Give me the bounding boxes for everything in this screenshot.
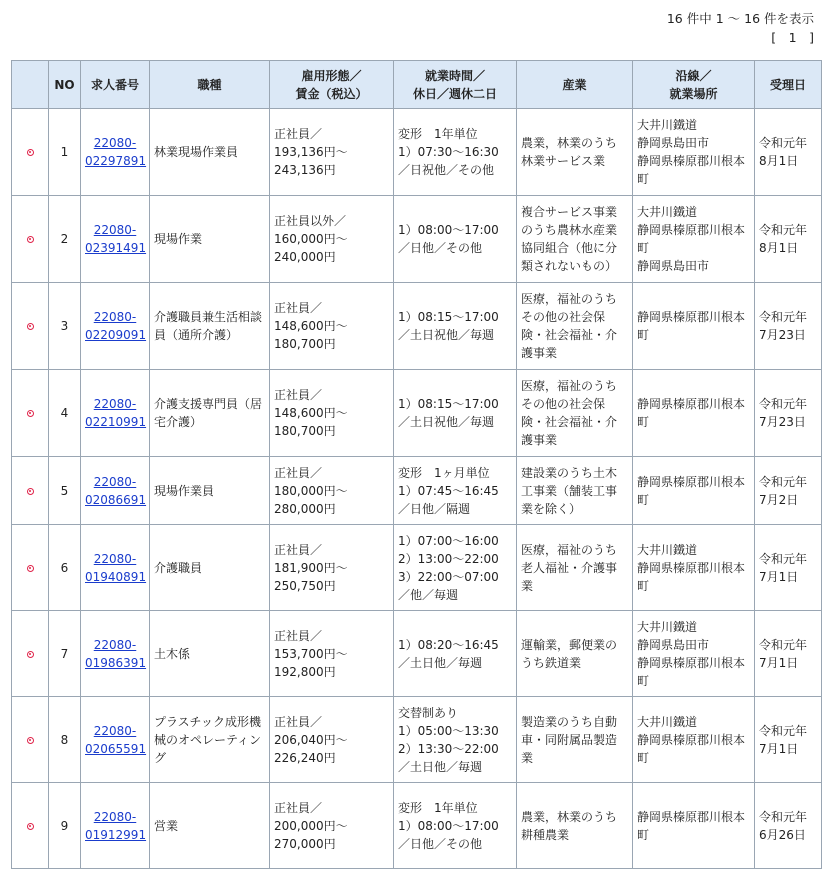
occupation: 営業 bbox=[150, 783, 270, 869]
table-row bbox=[12, 783, 822, 869]
row-mark-cell bbox=[12, 611, 49, 697]
hours-holidays: 交替制あり 1）05:00～13:30 2）13:30～22:00 ／土日他／毎週 bbox=[394, 697, 517, 783]
row-number: 4 bbox=[49, 370, 81, 457]
table-row bbox=[12, 196, 822, 283]
received-date: 令和元年 7月23日 bbox=[755, 370, 822, 457]
new-mark-icon bbox=[27, 410, 34, 417]
industry: 複合サービス事業 のうち農林水産業 協同組合（他に分 類されないもの） bbox=[517, 196, 633, 283]
row-mark-cell bbox=[12, 457, 49, 525]
line-location: 静岡県榛原郡川根本 町 bbox=[633, 457, 755, 525]
hours-holidays: 1）08:15～17:00 ／土日祝他／毎週 bbox=[394, 283, 517, 370]
pagination bbox=[667, 28, 814, 47]
received-date: 令和元年 7月1日 bbox=[755, 697, 822, 783]
employment-wage: 正社員／ 153,700円～ 192,800円 bbox=[270, 611, 394, 697]
header-received-date: 受理日 bbox=[755, 61, 822, 109]
employment-wage: 正社員／ 206,040円～ 226,240円 bbox=[270, 697, 394, 783]
received-date: 令和元年 7月1日 bbox=[755, 611, 822, 697]
line-location: 大井川鐵道 静岡県榛原郡川根本 町 bbox=[633, 697, 755, 783]
received-date: 令和元年 7月1日 bbox=[755, 525, 822, 611]
table-row bbox=[12, 611, 822, 697]
new-mark-icon bbox=[27, 488, 34, 495]
header-mark bbox=[12, 61, 49, 109]
new-mark-icon bbox=[27, 323, 34, 330]
job-number-link[interactable]: 22080- 02065591 bbox=[85, 723, 147, 756]
employment-wage: 正社員／ 148,600円～ 180,700円 bbox=[270, 283, 394, 370]
header-job-number: 求人番号 bbox=[81, 61, 150, 109]
occupation: プラスチック成形機 械のオペレーティン グ bbox=[150, 697, 270, 783]
line-location: 静岡県榛原郡川根本 町 bbox=[633, 370, 755, 457]
job-number-cell bbox=[81, 611, 150, 697]
industry: 農業，林業のうち 耕種農業 bbox=[517, 783, 633, 869]
hours-holidays: 変形 1ヶ月単位 1）07:45～16:45 ／日他／隔週 bbox=[394, 457, 517, 525]
row-number: 5 bbox=[49, 457, 81, 525]
job-number-cell bbox=[81, 283, 150, 370]
job-number-link[interactable]: 22080- 02391491 bbox=[85, 223, 147, 255]
job-number-link[interactable]: 22080- 02297891 bbox=[85, 136, 147, 168]
row-number: 2 bbox=[49, 196, 81, 283]
header-hours-holidays: 就業時間／ 休日／週休二日 bbox=[394, 61, 517, 109]
job-number-cell bbox=[81, 370, 150, 457]
header-industry: 産業 bbox=[517, 61, 633, 109]
employment-wage: 正社員以外／ 160,000円～ 240,000円 bbox=[270, 196, 394, 283]
row-mark-cell bbox=[12, 370, 49, 457]
job-number-link[interactable]: 22080- 01986391 bbox=[85, 637, 147, 670]
header-line-location: 沿線／ 就業場所 bbox=[633, 61, 755, 109]
row-mark-cell bbox=[12, 283, 49, 370]
employment-wage: 正社員／ 193,136円～ 243,136円 bbox=[270, 109, 394, 196]
row-mark-cell bbox=[12, 525, 49, 611]
table-row bbox=[12, 283, 822, 370]
row-mark-cell bbox=[12, 697, 49, 783]
received-date: 令和元年 8月1日 bbox=[755, 196, 822, 283]
industry: 医療，福祉のうち その他の社会保 険・社会福祉・介 護事業 bbox=[517, 370, 633, 457]
employment-wage: 正社員／ 148,600円～ 180,700円 bbox=[270, 370, 394, 457]
job-number-link[interactable]: 22080- 02209091 bbox=[85, 310, 147, 342]
header-employment-wage: 雇用形態／ 賃金（税込） bbox=[270, 61, 394, 109]
hours-holidays: 変形 1年単位 1）08:00～17:00 ／日他／その他 bbox=[394, 783, 517, 869]
table-header-row bbox=[12, 61, 822, 109]
job-number-cell bbox=[81, 196, 150, 283]
row-mark-cell bbox=[12, 783, 49, 869]
occupation: 林業現場作業員 bbox=[150, 109, 270, 196]
job-number-link[interactable]: 22080- 02210991 bbox=[85, 397, 147, 429]
row-mark-cell bbox=[12, 196, 49, 283]
industry: 建設業のうち土木 工事業（舗装工事 業を除く） bbox=[517, 457, 633, 525]
hours-holidays: 変形 1年単位 1）07:30～16:30 ／日祝他／その他 bbox=[394, 109, 517, 196]
line-location: 大井川鐵道 静岡県島田市 静岡県榛原郡川根本 町 bbox=[633, 611, 755, 697]
job-number-link[interactable]: 22080- 02086691 bbox=[85, 474, 147, 507]
line-location: 静岡県榛原郡川根本 町 bbox=[633, 783, 755, 869]
received-date: 令和元年 7月23日 bbox=[755, 283, 822, 370]
page-1-link[interactable]: [ 1 ] bbox=[771, 30, 814, 45]
industry: 医療，福祉のうち その他の社会保 険・社会福祉・介 護事業 bbox=[517, 283, 633, 370]
occupation: 介護職員 bbox=[150, 525, 270, 611]
row-mark-cell bbox=[12, 109, 49, 196]
industry: 農業，林業のうち 林業サービス業 bbox=[517, 109, 633, 196]
received-date: 令和元年 7月2日 bbox=[755, 457, 822, 525]
row-number: 1 bbox=[49, 109, 81, 196]
job-number-link[interactable]: 22080- 01912991 bbox=[85, 809, 147, 842]
line-location: 静岡県榛原郡川根本 町 bbox=[633, 283, 755, 370]
hours-holidays: 1）08:00～17:00 ／日他／その他 bbox=[394, 196, 517, 283]
row-number: 9 bbox=[49, 783, 81, 869]
received-date: 令和元年 6月26日 bbox=[755, 783, 822, 869]
job-number-cell bbox=[81, 783, 150, 869]
new-mark-icon bbox=[27, 823, 34, 830]
received-date: 令和元年 8月1日 bbox=[755, 109, 822, 196]
header-occupation: 職種 bbox=[150, 61, 270, 109]
job-results-table bbox=[11, 60, 822, 869]
result-count: 16 件中 1 ～ 16 件を表示 bbox=[666, 11, 814, 26]
row-number: 3 bbox=[49, 283, 81, 370]
industry: 製造業のうち自動 車・同附属品製造 業 bbox=[517, 697, 633, 783]
line-location: 大井川鐵道 静岡県榛原郡川根本 町 静岡県島田市 bbox=[633, 196, 755, 283]
industry: 運輸業，郵便業の うち鉄道業 bbox=[517, 611, 633, 697]
occupation: 現場作業 bbox=[150, 196, 270, 283]
hours-holidays: 1）07:00～16:00 2）13:00～22:00 3）22:00～07:00 ／他／毎週 bbox=[394, 525, 517, 611]
job-number-cell bbox=[81, 525, 150, 611]
occupation: 介護職員兼生活相談 員（通所介護） bbox=[150, 283, 270, 370]
occupation: 土木係 bbox=[150, 611, 270, 697]
row-number: 8 bbox=[49, 697, 81, 783]
table-row bbox=[12, 457, 822, 525]
employment-wage: 正社員／ 180,000円～ 280,000円 bbox=[270, 457, 394, 525]
line-location: 大井川鐵道 静岡県榛原郡川根本 町 bbox=[633, 525, 755, 611]
new-mark-icon bbox=[27, 565, 34, 572]
industry: 医療，福祉のうち 老人福祉・介護事 業 bbox=[517, 525, 633, 611]
row-number: 6 bbox=[49, 525, 81, 611]
occupation: 介護支援専門員（居 宅介護） bbox=[150, 370, 270, 457]
result-summary bbox=[667, 9, 814, 47]
table-row bbox=[12, 525, 822, 611]
hours-holidays: 1）08:20～16:45 ／土日他／毎週 bbox=[394, 611, 517, 697]
table-row bbox=[12, 697, 822, 783]
new-mark-icon bbox=[27, 236, 34, 243]
occupation: 現場作業員 bbox=[150, 457, 270, 525]
line-location: 大井川鐵道 静岡県島田市 静岡県榛原郡川根本 町 bbox=[633, 109, 755, 196]
table-row bbox=[12, 109, 822, 196]
job-number-cell bbox=[81, 697, 150, 783]
new-mark-icon bbox=[27, 737, 34, 744]
employment-wage: 正社員／ 181,900円～ 250,750円 bbox=[270, 525, 394, 611]
row-number: 7 bbox=[49, 611, 81, 697]
new-mark-icon bbox=[27, 651, 34, 658]
new-mark-icon bbox=[27, 149, 34, 156]
hours-holidays: 1）08:15～17:00 ／土日祝他／毎週 bbox=[394, 370, 517, 457]
header-no: NO bbox=[49, 61, 81, 109]
job-number-cell bbox=[81, 109, 150, 196]
table-row bbox=[12, 370, 822, 457]
job-number-link[interactable]: 22080- 01940891 bbox=[85, 551, 147, 584]
job-number-cell bbox=[81, 457, 150, 525]
employment-wage: 正社員／ 200,000円～ 270,000円 bbox=[270, 783, 394, 869]
